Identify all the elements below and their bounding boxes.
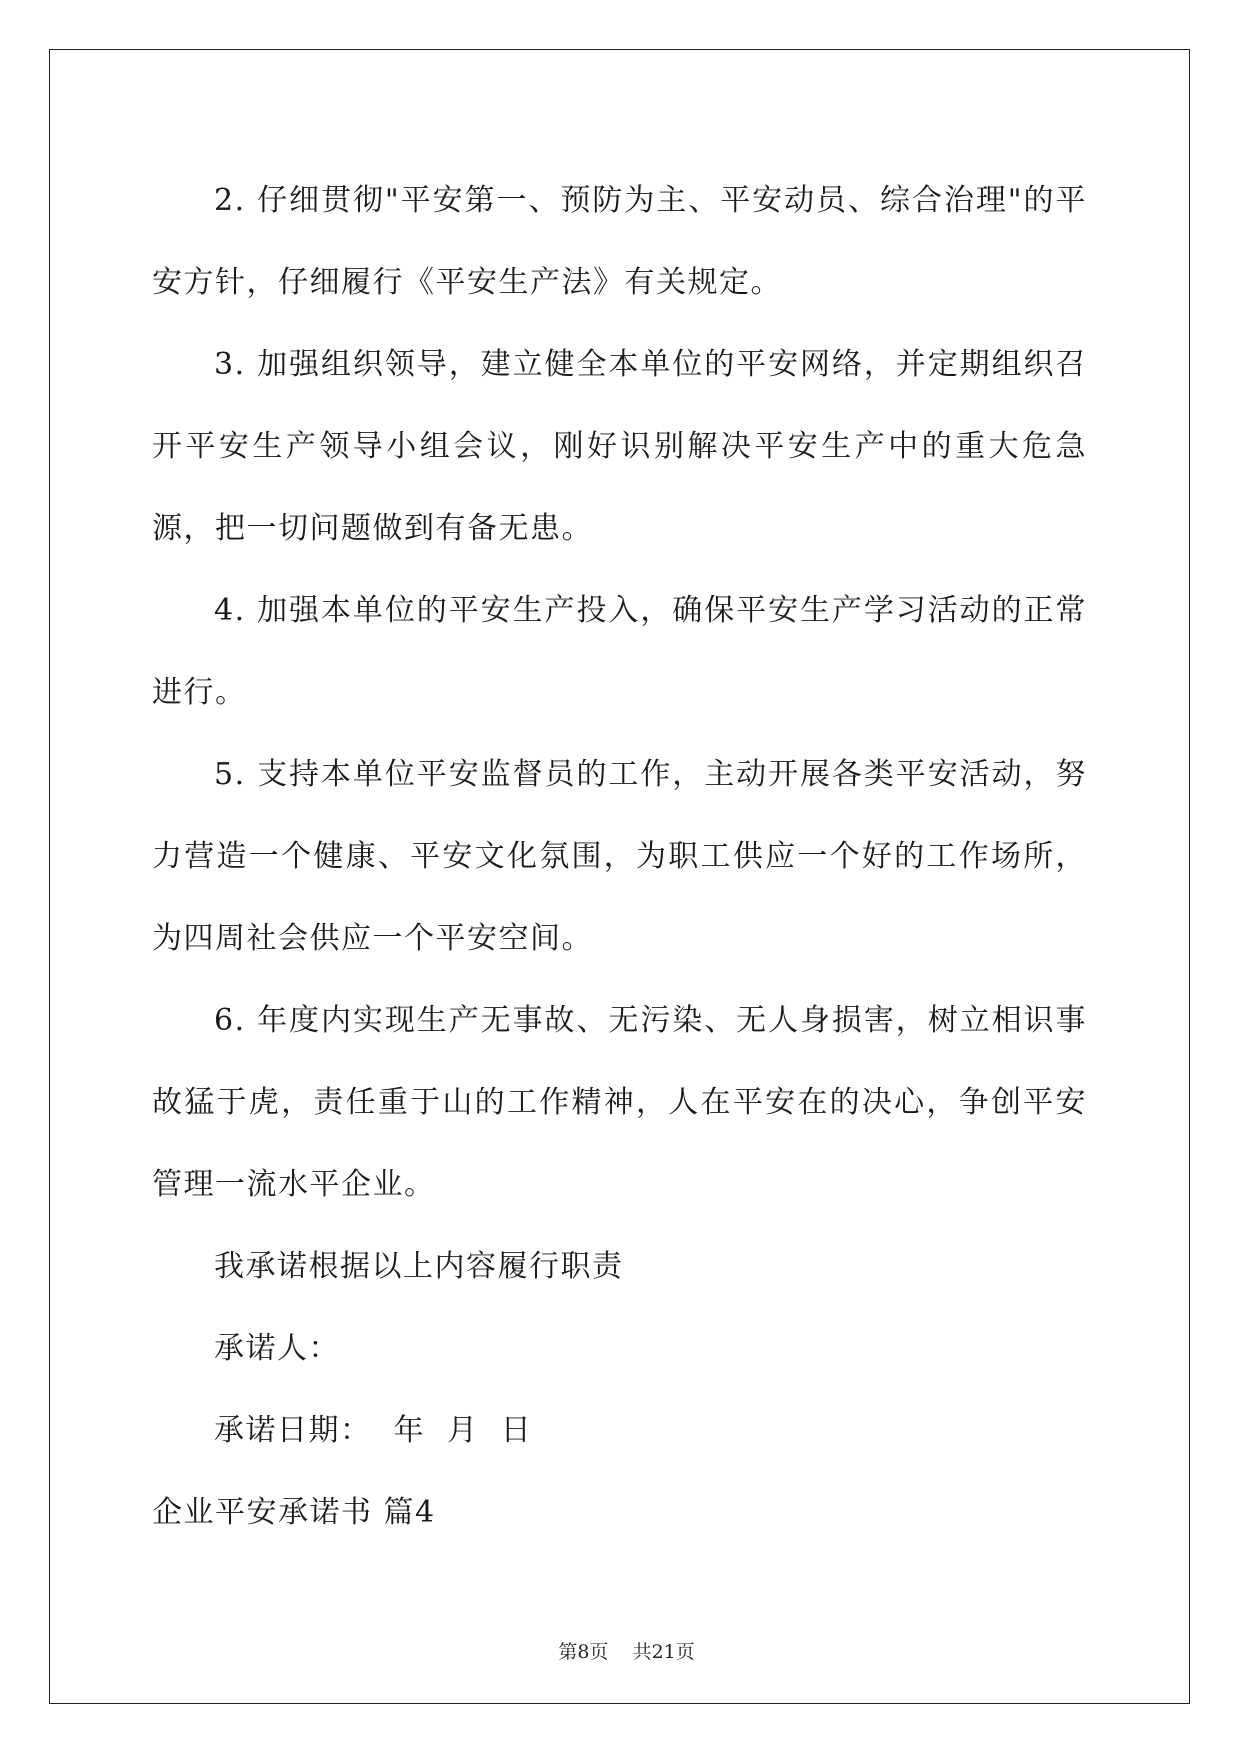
document-body xyxy=(152,160,1087,1554)
total-pages: 共21页 xyxy=(632,1641,695,1663)
paragraph-item-3: 3. 加强组织领导，建立健全本单位的平安网络，并定期组织召开平安生产领导小组会议，刚好识别解决平安生产中的重大危急源，把一切问题做到有备无患。 xyxy=(152,347,1087,546)
page-footer xyxy=(0,1615,1241,1664)
page-number: 第8页 xyxy=(558,1641,609,1663)
date-label: 承诺日期： 年 月 日 xyxy=(214,1413,533,1448)
commitment-statement: 我承诺根据以上内容履行职责 xyxy=(214,1249,624,1284)
paragraph-item-2: 2. 仔细贯彻"平安第一、预防为主、平安动员、综合治理"的平安方针，仔细履行《平安生产法》有关规定。 xyxy=(152,183,1087,300)
paragraph-item-6: 6. 年度内实现生产无事故、无污染、无人身损害，树立相识事故猛于虎，责任重于山的工作精神，人在平安在的决心，争创平安管理一流水平企业。 xyxy=(152,1003,1087,1202)
paragraph-item-5: 5. 支持本单位平安监督员的工作，主动开展各类平安活动，努力营造一个健康、平安文化氛围，为职工供应一个好的工作场所，为四周社会供应一个平安空间。 xyxy=(152,757,1087,956)
section-heading: 企业平安承诺书 篇4 xyxy=(152,1495,436,1530)
promisor-label: 承诺人： xyxy=(214,1331,340,1366)
paragraph-item-4: 4. 加强本单位的平安生产投入，确保平安生产学习活动的正常进行。 xyxy=(152,593,1087,710)
